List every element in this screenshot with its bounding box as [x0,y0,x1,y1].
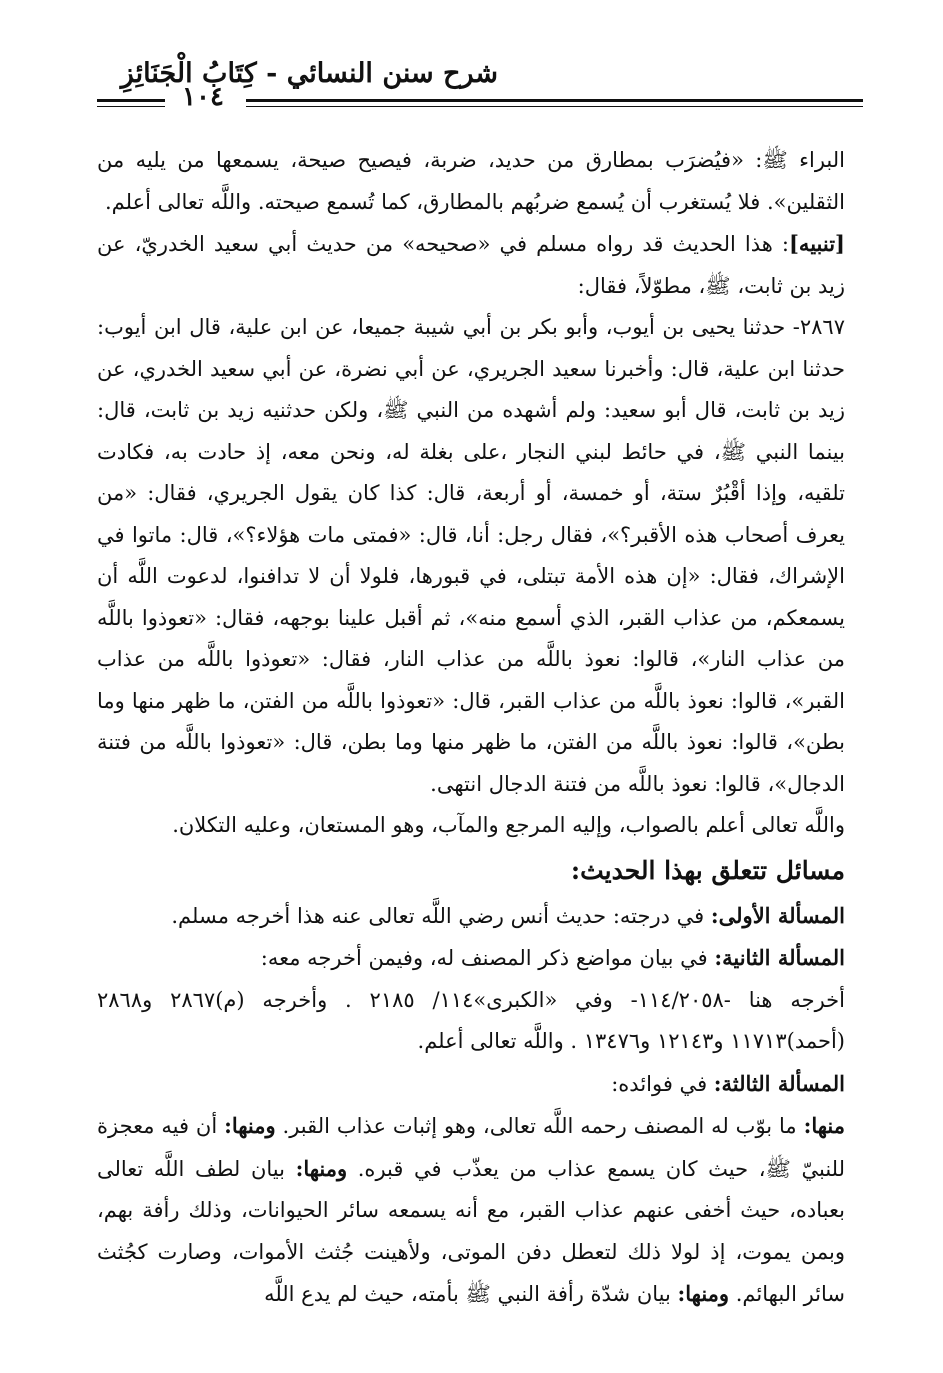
running-header-title: شرح سنن النسائي - كِتَابُ الْجَنَائِزِ [120,58,498,89]
benefit-text: ما بوّب له المصنف رحمه اللَّه تعالى، وهو إثبات عذاب القبر. [275,1114,804,1138]
header-rule [246,99,863,107]
hadith-paragraph: ٢٨٦٧- حدثنا يحيى بن أيوب، وأبو بكر بن أبي شيبة جميعا، عن ابن علية، قال ابن أيوب: حدثنا ابن علية، قال: وأخبرنا سعيد الجريري، عن أبي نضرة، عن أبي سعيد الخدري، عن زيد بن ثابت، قال أبو سعيد: ولم أشهده من النبي ﷺ، ولكن حدثنيه زيد بن ثابت، قال: بينما النبي ﷺ، في حائط لبني النجار ،على بغلة له، ونحن معه، إذ حادت به، فكادت تلقيه، وإذا أقْبُرٌ ستة، أو خمسة، أو أربعة، قال: كذا كان يقول الجريري، فقال: «من يعرف أصحاب هذه الأقبر؟»، فقال رجل: أنا، قال: «فمتى مات هؤلاء؟»، قال: ماتوا في الإشراك، فقال: «إن هذه الأمة تبتلى، في قبورها، فلولا أن لا تدافنوا، لدعوت اللَّه أن يسمعكم، من عذاب القبر، الذي أسمع منه»، ثم أقبل علينا بوجهه، فقال: «تعوذوا باللَّه من عذاب النار»، قالوا: نعوذ باللَّه من عذاب النار، فقال: «تعوذوا باللَّه من عذاب القبر»، قالوا: نعوذ باللَّه من عذاب القبر، قال: «تعوذوا باللَّه من الفتن، ما ظهر منها وما بطن»، قالوا: نعوذ باللَّه من الفتن، ما ظهر منها وما بطن، قال: «تعوذوا باللَّه من فتنة الدجال»، قالوا: نعوذ باللَّه من فتنة الدجال انتهى. [97,315,845,796]
benefit-lead: ومنها: [295,1155,348,1181]
benefit-text: أن فيه معجزة للنبيّ ﷺ، حيث كان يسمع عذاب من يعذّب في قبره. [97,1114,846,1181]
benefit-lead: ومنها: [224,1113,276,1138]
issue-2-text: في بيان مواضع ذكر المصنف له، وفيمن أخرجه معه: [260,946,708,970]
page-body [97,140,845,1316]
issue-1-text: في درجته: حديث أنس رضي اللَّه تعالى عنه هذا أخرجه مسلم. [171,903,705,928]
issue-1-label: المسألة الأولى: [710,902,845,928]
benefit-lead: منها: [803,1113,845,1138]
benefits-paragraph [97,1105,845,1316]
benefit-text: بيان لطف اللَّه تعالى بعباده، حيث أخفى عنهم عذاب القبر، مع أنه يسمعه سائر الحيوانات، وذلك رأفة بهم، وبمن يموت، إذ لولا ذلك لتعطل دفن الموتى، ولأهينت جُثث الأموات، وصارت كجُثث سائر البهائم. [97,1156,845,1306]
issue-2 [97,937,845,980]
issue-2-body: أخرجه هنا -١١٤/٢٠٥٨- وفي «الكبرى»١١٤/ ٢١٨٥ . وأخرجه (م)٢٨٦٧ و٢٨٦٨ (أحمد)١١٧١٣ و١٢١٤٣ و١٣٤٧٦ . واللَّه تعالى أعلم. [97,987,845,1053]
note-label: [تنبيه] [789,231,845,256]
benefit-lead: ومنها: [677,1281,730,1306]
issue-3-text: في فوائده: [611,1071,708,1096]
closing-paragraph: واللَّه تعالى أعلم بالصواب، وإليه المرجع والمآب، وهو المستعان، وعليه التكلان. [172,813,845,837]
page-number: ١٠٤ [182,82,224,112]
section-heading: مسائل تتعلق بهذا الحديث: [570,855,845,885]
note-paragraph [97,223,845,307]
issue-2-label: المسألة الثانية: [714,945,845,970]
issue-3 [97,1063,845,1106]
issue-1 [97,895,845,938]
note-text: : هذا الحديث قد رواه مسلم في «صحيحه» من حديث أبي سعيد الخدريّ، عن زيد بن ثابت، ﷺ، مطوّلاً، فقال: [97,232,845,298]
issue-3-label: المسألة الثالثة: [713,1070,845,1096]
paragraph-continuation: البراء ﷺ: «فيُضرَب بمطارق من حديد، ضربة، فيصيح صيحة، يسمعها من يليه من الثقلين». فلا يُستغرب أن يُسمع ضربُهم بالمطارق، كما تُسمع صيحته. واللَّه تعالى أعلم. [97,148,845,214]
benefit-text: بيان شدّة رأفة النبي ﷺ بأمته، حيث لم يدع اللَّه [264,1282,678,1306]
header-rule-short [97,99,165,107]
